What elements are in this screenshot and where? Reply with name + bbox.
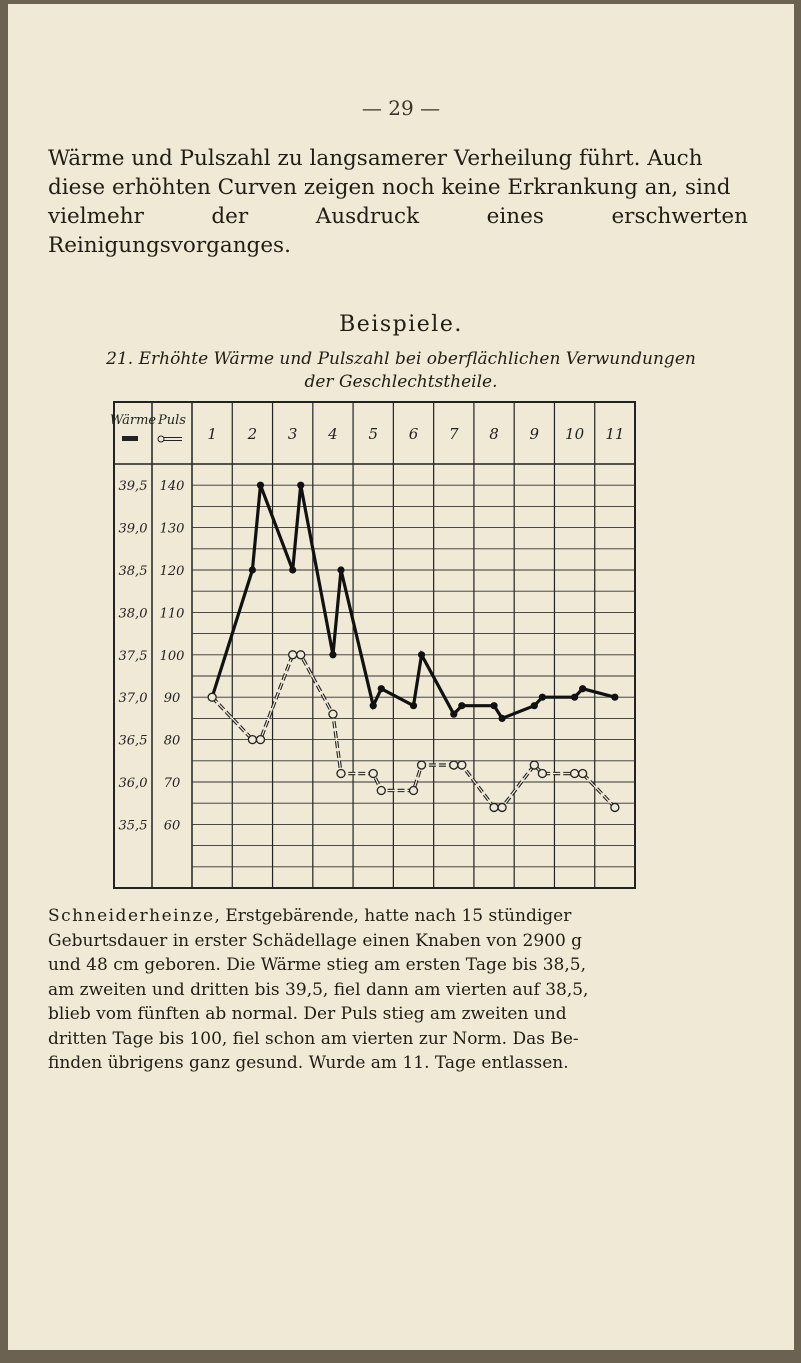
temperature-point [450, 711, 457, 718]
pulse-point [458, 761, 466, 769]
temperature-point [499, 715, 506, 722]
pulse-tick: 140 [159, 479, 185, 495]
temperature-point [458, 702, 465, 709]
fever-chart [8, 4, 794, 904]
caption-line: der Geschlechtstheile. [304, 372, 498, 392]
temperature-point [539, 694, 546, 701]
day-label: 11 [605, 425, 625, 443]
pulse-point [369, 770, 377, 778]
temperature-point [257, 482, 264, 489]
day-label: 10 [565, 425, 585, 443]
page-number: — 29 — [361, 96, 441, 120]
pulse-point [538, 770, 546, 778]
temperature-header: Wärme [109, 413, 157, 428]
pulse-tick: 60 [163, 818, 181, 834]
pulse-point [490, 803, 498, 811]
temperature-point [249, 566, 256, 573]
pulse-point [418, 761, 426, 769]
description-line: Geburtsdauer in erster Schädellage einen Knaben von 2900 g [48, 930, 583, 951]
day-label: 4 [328, 425, 338, 443]
description-line: Schneiderheinze, Erstgebärende, hatte nach 15 stündiger [48, 906, 572, 926]
pulse-point [208, 693, 216, 701]
day-label: 1 [207, 425, 217, 443]
temperature-tick: 36,5 [118, 733, 148, 749]
temperature-point [571, 694, 578, 701]
pulse-point [256, 736, 264, 744]
temperature-legend-mark [122, 436, 138, 441]
pulse-point [450, 761, 458, 769]
pulse-tick: 100 [159, 648, 185, 664]
pulse-point [498, 803, 506, 811]
day-label: 9 [529, 425, 540, 443]
document-page [8, 4, 794, 1350]
day-label: 6 [408, 425, 419, 443]
day-label: 2 [247, 425, 258, 443]
temperature-tick: 37,5 [118, 648, 148, 664]
intro-line: diese erhöhten Curven zeigen noch keine Erkrankung an, sind [48, 175, 731, 200]
temperature-point [370, 702, 377, 709]
pulse-tick: 70 [163, 776, 181, 791]
temperature-point [579, 685, 586, 692]
pulse-point [329, 710, 337, 718]
pulse-point [377, 786, 385, 794]
temperature-point [337, 566, 344, 573]
temperature-tick: 35,5 [118, 818, 148, 834]
pulse-point [289, 651, 297, 659]
temperature-tick: 38,0 [118, 606, 148, 622]
temperature-tick: 39,0 [118, 521, 148, 537]
temperature-tick: 36,0 [118, 776, 148, 791]
intro-line: Wärme und Pulszahl zu langsamerer Verheilung führt. Auch [48, 146, 703, 171]
pulse-point [530, 761, 538, 769]
temperature-point [297, 482, 304, 489]
temperature-point [490, 702, 497, 709]
description-line: finden übrigens ganz gesund. Wurde am 11. Tage entlassen. [48, 1053, 569, 1073]
pulse-header: Puls [158, 413, 186, 428]
patient-name: Schneiderheinze [48, 906, 215, 926]
pulse-point [248, 736, 256, 744]
description-line: blieb vom fünften ab normal. Der Puls stieg am zweiten und [48, 1004, 567, 1024]
pulse-tick: 110 [159, 606, 185, 622]
pulse-point [579, 770, 587, 778]
pulse-tick: 120 [159, 564, 185, 579]
pulse-point [410, 786, 418, 794]
temperature-point [378, 685, 385, 692]
caption-line: 21. Erhöhte Wärme und Pulszahl bei oberflächlichen Verwundungen [106, 349, 696, 369]
pulse-legend-mark [158, 436, 164, 442]
section-heading: Beispiele. [339, 312, 463, 337]
description-line: am zweiten und dritten bis 39,5, fiel dann am vierten auf 38,5, [48, 979, 589, 1000]
pulse-point [297, 651, 305, 659]
temperature-tick: 39,5 [118, 479, 148, 495]
day-label: 3 [287, 425, 298, 443]
day-label: 5 [368, 425, 379, 443]
temperature-point [410, 702, 417, 709]
temperature-tick: 37,0 [118, 691, 148, 707]
intro-line: vielmehr der Ausdruck eines erschwerten Reinigungsvorganges. [48, 204, 748, 258]
temperature-point [289, 566, 296, 573]
temperature-tick: 38,5 [118, 564, 148, 579]
day-label: 7 [448, 425, 459, 443]
temperature-point [329, 651, 336, 658]
pulse-tick: 80 [163, 733, 181, 749]
pulse-tick: 130 [159, 521, 185, 537]
temperature-point [531, 702, 538, 709]
temperature-point [418, 651, 425, 658]
description-paragraph [48, 904, 748, 1076]
description-line: und 48 cm geboren. Die Wärme stieg am ersten Tage bis 38,5, [48, 955, 586, 975]
pulse-point [571, 770, 579, 778]
temperature-point [611, 694, 618, 701]
description-line: dritten Tage bis 100, fiel schon am vierten zur Norm. Das Be- [48, 1028, 579, 1049]
pulse-tick: 90 [163, 691, 181, 707]
pulse-point [337, 770, 345, 778]
day-label: 8 [489, 425, 499, 443]
pulse-point [611, 803, 619, 811]
